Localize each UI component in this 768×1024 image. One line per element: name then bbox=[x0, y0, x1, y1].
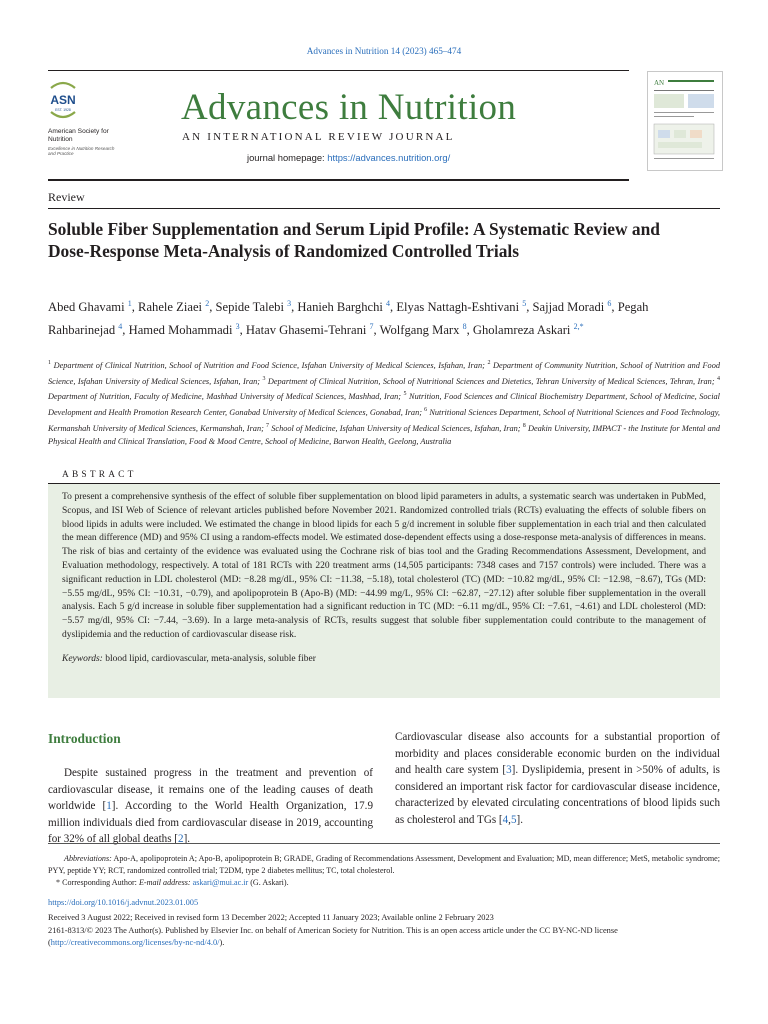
affiliation-number: 8 bbox=[522, 422, 526, 429]
asn-org-name: American Society for Nutrition bbox=[48, 128, 109, 143]
header-top-rule bbox=[48, 70, 629, 71]
author[interactable]: Hatav Ghasemi-Tehrani bbox=[245, 323, 367, 338]
author-affiliation-marker[interactable]: 2,* bbox=[573, 322, 584, 332]
author-affiliation-marker[interactable]: 8 bbox=[462, 322, 467, 332]
title-rule bbox=[48, 208, 720, 209]
affiliation-number: 3 bbox=[262, 375, 266, 382]
author-affiliation-marker[interactable]: 2 bbox=[205, 299, 210, 308]
affiliation-number: 4 bbox=[717, 375, 721, 382]
affiliation-number: 1 bbox=[48, 360, 51, 366]
footnote-rule bbox=[48, 843, 720, 844]
author[interactable]: Rahele Ziaei bbox=[138, 300, 203, 315]
header-bottom-rule bbox=[48, 179, 629, 181]
author[interactable]: Abed Ghavami bbox=[48, 300, 125, 315]
doi-link[interactable]: https://doi.org/10.1016/j.advnut.2023.01.005 bbox=[48, 898, 199, 907]
intro-p2-text-c: ]. bbox=[516, 813, 523, 826]
journal-subtitle: AN INTERNATIONAL REVIEW JOURNAL bbox=[182, 131, 455, 143]
affiliation-text: Deakin University, IMPACT - the Institute for Mental and Physical Health and Clinical Translation, Food & Mood Centre, School of Medicine, Barwon Health, Geelong, Australia bbox=[48, 423, 720, 447]
affiliation-text: Department of Clinical Nutrition, School of Nutrition and Food Science, Isfahan University of Medical Sciences, Isfahan, Iran; bbox=[53, 360, 485, 370]
reference-link[interactable]: 1 bbox=[106, 800, 112, 813]
affiliation-text: Department of Nutrition, Faculty of Medicine, Mashhad University of Medical Sciences, Mashhad, Iran; bbox=[48, 392, 402, 402]
affiliation-number: 6 bbox=[424, 407, 428, 414]
keywords-list: blood lipid, cardiovascular, meta-analysis, soluble fiber bbox=[105, 653, 316, 664]
article-title: Soluble Fiber Supplementation and Serum Lipid Profile: A Systematic Review and Dose-Response Meta-Analysis of Randomized Controlled Trials bbox=[48, 219, 660, 261]
affiliation-text: Nutritional Sciences Department, School of Nutritional Sciences and Food Technology, Kermanshah University of Medical Sciences, Kermanshah, Iran; bbox=[48, 407, 720, 433]
license-link[interactable]: http://creativecommons.org/licenses/by-nc-nd/4.0/ bbox=[50, 937, 220, 947]
affiliation-number: 2 bbox=[487, 360, 491, 366]
affiliation-text: Department of Clinical Nutrition, School of Nutritional Sciences and Dietetics, Tehran University of Medical Sciences, Tehran, Iran; bbox=[267, 376, 715, 386]
author-affiliation-marker[interactable]: 6 bbox=[607, 299, 612, 308]
author[interactable]: Wolfgang Marx bbox=[379, 323, 460, 338]
affiliations bbox=[48, 357, 720, 449]
homepage-link[interactable]: https://advances.nutrition.org/ bbox=[327, 152, 451, 163]
intro-p1-text-c: ]. bbox=[183, 833, 191, 846]
cover-image-icon bbox=[648, 72, 722, 170]
intro-p2-sep: , bbox=[508, 813, 511, 826]
intro-p1-text-b: ]. According to the World Health Organization, 17.9 million individuals died from cardiovascular disease in 2019, accounting for 32% of all global deaths [ bbox=[48, 800, 373, 846]
intro-p2-text-a: Cardiovascular disease also accounts for a substantial proportion of morbidity and places considerable economic burden on the individual and health care system [ bbox=[395, 731, 720, 777]
author-affiliation-marker[interactable]: 7 bbox=[369, 322, 374, 332]
journal-cover-thumbnail[interactable] bbox=[647, 71, 723, 171]
abstract-label: ABSTRACT bbox=[62, 470, 137, 480]
keywords-label: Keywords: bbox=[62, 653, 103, 664]
abbreviations-text: Apo-A, apolipoprotein A; Apo-B, apolipoprotein B; GRADE, Grading of Recommendations Assessment, Development and Evaluation; MD, mean difference; MetS, metabolic syndrome; PYY, peptide YY; RCT, randomized controlled trial; T2DM, type 2 diabetes mellitus; TC, total cholesterol. bbox=[48, 854, 721, 875]
keywords bbox=[62, 653, 706, 667]
abbreviations-footnote bbox=[48, 853, 720, 877]
license-statement bbox=[48, 925, 720, 948]
journal-title: Advances in Nutrition bbox=[181, 87, 517, 128]
introduction-heading: Introduction bbox=[48, 731, 121, 746]
introduction-paragraph-2 bbox=[395, 729, 720, 829]
author[interactable]: Elyas Nattagh-Eshtivani bbox=[396, 300, 520, 315]
asn-badge-icon bbox=[48, 80, 78, 120]
author[interactable]: Hanieh Barghchi bbox=[297, 300, 383, 315]
asn-badge-letters: ASN bbox=[50, 93, 76, 107]
author-affiliation-marker[interactable]: 4 bbox=[386, 299, 391, 308]
author-affiliation-marker[interactable]: 5 bbox=[522, 299, 527, 308]
license-text: 2161-8313/© 2023 The Author(s). Published by Elsevier Inc. on behalf of American Society for Nutrition. This is an open access article under the CC BY-NC-ND license ( bbox=[48, 926, 618, 947]
intro-p2-text-b: ]. Dyslipidemia, present in >50% of adults, is considered an important risk factor for cardiovascular disease incidence, characterized by elevated circulating concentrations of blood lipids such as cholesterol and TGs [ bbox=[395, 764, 720, 826]
affiliation-text: Nutrition, Food Sciences and Clinical Biochemistry Department, School of Medicine, Social Development and Health Promotion Research Center, Gonabad University of Medical Sciences, Gonabad, Iran; bbox=[48, 392, 720, 417]
email-label: E-mail address: bbox=[138, 878, 191, 887]
author[interactable]: Gholamreza Askari bbox=[472, 323, 571, 338]
footnotes bbox=[48, 853, 720, 889]
email-suffix: (G. Askari). bbox=[248, 878, 289, 887]
affiliation-text: Department of Community Nutrition, School of Nutrition and Food Science, Isfahan University of Medical Sciences, Isfahan, Iran; bbox=[48, 360, 720, 386]
author[interactable]: Pegah Rahbarinejad bbox=[48, 300, 649, 338]
abbreviations-label: Abbreviations: bbox=[64, 854, 112, 863]
svg-text:AN: AN bbox=[654, 79, 665, 87]
author-affiliation-marker[interactable]: 4 bbox=[118, 322, 123, 332]
journal-homepage bbox=[247, 152, 450, 163]
affiliation-number: 7 bbox=[266, 422, 270, 429]
affiliation-text: School of Medicine, Isfahan University of Medical Sciences, Isfahan, Iran; bbox=[271, 423, 521, 433]
corresponding-prefix: * Corresponding Author: bbox=[56, 878, 139, 887]
author[interactable]: Sajjad Moradi bbox=[532, 300, 605, 315]
asn-logo bbox=[48, 80, 118, 157]
abstract-text: To present a comprehensive synthesis of the effect of soluble fiber supplementation on blood lipid parameters in adults, a systematic search was undertaken in PubMed, Scopus, and ISI Web of Science of relevant articles published before November 2021. Randomized controlled trials (RCTs) evaluating the effects of soluble fibers on blood lipids in adults were included. We estimated the change in blood lipids for each 5 g/d increment in soluble fiber supplementation in each trial and then calculated the mean difference (MD) and 95% CI using a random-effects model. We estimated dose-dependent effects using a dose-response meta-analysis of differences in means. The risk of bias and certainty of the evidence was evaluated using the Cochrane risk of bias tool and the Grading Recommendations Assessment, Development, and Evaluation methodology, respectively. A total of 181 RCTs with 220 treatment arms (14,505 participants: 7348 cases and 7157 controls) were included. There was a significant reduction in LDL cholesterol (MD: −8.28 mg/dL, 95% CI: −11.38, −5.18), total cholesterol (TC) (MD: −10.82 mg/dL, 95% CI: −12.98, −8.67), TGs (MD: −5.55 mg/dL, 95% CI: −10.31, −0.79), and apolipoprotein B (Apo-B) (MD: −44.99 mg/L, 95% CI: −62.87, −27.12) after soluble fiber supplementation in the overall analysis. Each 5 g/d increase in soluble fiber supplementation had a significant reduction in TC (MD: −6.11 mg/dL, 95% CI: −7.61, −4.61) and LDL cholesterol (MD: −5.57 mg/dl, 95% CI: −7.44, −3.69). In a large meta-analysis of RCTs, results suggest that soluble fiber supplementation could contribute to the management of dyslipidemia and the reduction of cardiovascular disease risk. bbox=[62, 492, 706, 640]
homepage-label: journal homepage: bbox=[247, 152, 328, 163]
journal-citation[interactable]: Advances in Nutrition 14 (2023) 465–474 bbox=[306, 46, 462, 56]
article-type: Review bbox=[48, 190, 85, 204]
corresponding-author-footnote bbox=[48, 877, 720, 889]
author-affiliation-marker[interactable]: 1 bbox=[127, 299, 132, 308]
author-affiliation-marker[interactable]: 3 bbox=[235, 322, 240, 332]
license-end: ). bbox=[219, 937, 225, 947]
reference-link[interactable]: 4 bbox=[502, 813, 509, 826]
introduction-paragraph-1 bbox=[48, 765, 373, 848]
intro-p1-text-a: Despite sustained progress in the treatment and prevention of cardiovascular disease, it remains one of the leading causes of death worldwide [ bbox=[48, 767, 373, 813]
reference-link[interactable]: 3 bbox=[506, 764, 512, 777]
abstract-box bbox=[48, 484, 720, 698]
author-affiliation-marker[interactable]: 3 bbox=[287, 299, 292, 308]
author[interactable]: Hamed Mohammadi bbox=[128, 323, 233, 338]
author-list: Abed Ghavami $^1$, Rahele Ziaei $^2$, Sepide Talebi $^3$, Hanieh Barghchi $^4$, Elyas Nattagh-Eshtivani $^5$, Sajjad Moradi $^6$, Pegah Rahbarinejad $^4$, Hamed Mohammadi $^3$, Hatav Ghasemi-Tehrani $^7$, Wolfgang Marx $^8$, Gholamreza Askari $^{2,*}$ bbox=[48, 299, 649, 338]
reference-link[interactable]: 5 bbox=[510, 813, 517, 826]
affiliation-number: 5 bbox=[403, 391, 407, 398]
author[interactable]: Sepide Talebi bbox=[215, 300, 284, 315]
asn-badge-est: EST. 1928 bbox=[55, 108, 71, 112]
email-link[interactable]: askari@mui.ac.ir bbox=[192, 878, 249, 887]
received-dates: Received 3 August 2022; Received in revised form 13 December 2022; Accepted 11 January 2023; Available online 2 February 2023 bbox=[48, 913, 494, 922]
asn-tagline: Excellence in Nutrition Research and Practice bbox=[48, 146, 115, 157]
reference-link[interactable]: 2 bbox=[178, 833, 184, 846]
